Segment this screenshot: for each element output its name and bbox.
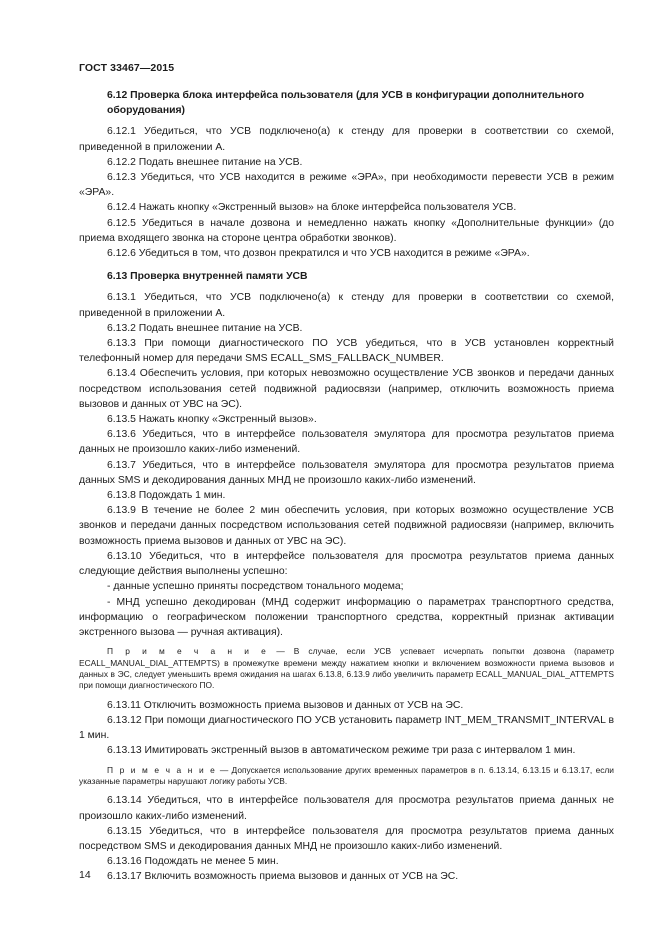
note-label: П р и м е ч а н и е bbox=[107, 646, 268, 657]
paragraph: 6.13.8 Подождать 1 мин. bbox=[107, 490, 226, 502]
paragraph: 6.13.15 Убедиться, что в интерфейсе пользователя для просмотра результатов приема данных посредством SMS и декодирования данных МНД не произошло каких-либо изменений. bbox=[79, 825, 614, 852]
list-item: - МНД успешно декодирован (МНД содержит информацию о параметрах транспортного средства, информацию о географическом положении транспортного средства, корректный признак активации экстренного вызова — ручная активация). bbox=[79, 596, 614, 638]
paragraph: 6.13.16 Подождать не менее 5 мин. bbox=[107, 856, 279, 868]
list-item: - данные успешно приняты посредством тонального модема; bbox=[107, 581, 404, 593]
paragraph: 6.12.6 Убедиться в том, что дозвон прекратился и что УСВ находится в режиме «ЭРА». bbox=[107, 248, 530, 260]
paragraph: 6.12.2 Подать внешнее питание на УСВ. bbox=[107, 156, 303, 168]
note-1 bbox=[79, 646, 614, 692]
page-number: 14 bbox=[79, 869, 91, 881]
section-heading-6-12: 6.12 Проверка блока интерфейса пользователя (для УСВ в конфигурации дополнительного оборудования) bbox=[107, 90, 585, 117]
paragraph: 6.13.17 Включить возможность приема вызовов и данных от УСВ на ЭС. bbox=[107, 871, 459, 883]
document-header: ГОСТ 33467—2015 bbox=[79, 62, 175, 74]
paragraph: 6.13.2 Подать внешнее питание на УСВ. bbox=[107, 322, 303, 334]
note-2 bbox=[79, 765, 614, 788]
paragraph: 6.13.9 В течение не более 2 мин обеспечить условия, при которых возможно осуществление УСВ звонков и передачи данных посредством использования сетей подвижной радиосвязи (например, включить возможность приема вызовов и данных от УВС на ЭС). bbox=[79, 505, 614, 547]
paragraph: 6.12.5 Убедиться в начале дозвона и немедленно нажать кнопку «Дополнительные функции» (до приема входящего звонка на стороне центра обработки звонков). bbox=[79, 217, 614, 244]
paragraph: 6.12.4 Нажать кнопку «Экстренный вызов» на блоке интерфейса пользователя УСВ. bbox=[107, 202, 517, 214]
section-heading-6-13: 6.13 Проверка внутренней памяти УСВ bbox=[107, 271, 308, 283]
note-text: — Допускается использование других временных параметров в п. 6.13.14, 6.13.15 и 6.13.17, если указанные параметры нарушают логику работы УСВ. bbox=[79, 764, 614, 786]
paragraph: 6.13.14 Убедиться, что в интерфейсе пользователя для просмотра результатов приема данных не произошло каких-либо изменений. bbox=[79, 795, 614, 822]
paragraph: 6.13.6 Убедиться, что в интерфейсе пользователя эмулятора для просмотра результатов приема данных не произошло каких-либо изменений. bbox=[79, 429, 614, 456]
paragraph: 6.13.5 Нажать кнопку «Экстренный вызов». bbox=[107, 414, 317, 426]
paragraph: 6.13.11 Отключить возможность приема вызовов и данных от УСВ на ЭС. bbox=[107, 699, 464, 711]
note-label: П р и м е ч а н и е bbox=[107, 764, 217, 775]
paragraph: 6.12.1 Убедиться, что УСВ подключено(а) к стенду для проверки в соответствии со схемой, приведенной в приложении А. bbox=[79, 126, 614, 153]
paragraph: 6.13.10 Убедиться, что в интерфейсе пользователя для просмотра результатов приема данных следующие действия выполнены успешно: bbox=[79, 550, 614, 578]
paragraph: 6.13.1 Убедиться, что УСВ подключено(а) к стенду для проверки в соответствии со схемой, приведенной в приложении А. bbox=[79, 292, 614, 319]
paragraph: 6.13.7 Убедиться, что в интерфейсе пользователя эмулятора для просмотра результатов приема данных SMS и декодирования данных МНД не произошло каких-либо изменений. bbox=[79, 459, 614, 486]
note-text: — В случае, если УСВ успевает исчерпать попытки дозвона (параметр ECALL_MANUAL_DIAL_ATTEMPTS) в промежутке времени между нажатием кнопки и включением возможности приема вызовов и данных в ЭС, следует уменьшить время ожидания на шагах 6.13.8, 6.13.9 либо увеличить параметр ECALL_MANUAL_DIAL_ATTEMPTS при помощи диагностического ПО. bbox=[79, 646, 614, 691]
paragraph: 6.13.4 Обеспечить условия, при которых невозможно осуществление УСВ звонков и передачи данных посредством использования сетей подвижной радиосвязи (например, отключить возможность приема вызовов и данных от УВС на ЭС). bbox=[79, 368, 614, 410]
document-body bbox=[79, 88, 614, 885]
paragraph: 6.12.3 Убедиться, что УСВ находится в режиме «ЭРА», при необходимости перевести УСВ в режим «ЭРА». bbox=[79, 172, 614, 199]
paragraph: 6.13.13 Имитировать экстренный вызов в автоматическом режиме три раза с интервалом 1 мин. bbox=[107, 745, 576, 757]
paragraph: 6.13.12 При помощи диагностического ПО УСВ установить параметр INT_MEM_TRANSMIT_INTERVAL в 1 мин. bbox=[79, 714, 614, 742]
paragraph: 6.13.3 При помощи диагностического ПО УСВ убедиться, что в УСВ установлен корректный телефонный номер для передачи SMS ECALL_SMS_FALLBACK_NUMBER. bbox=[79, 338, 614, 365]
